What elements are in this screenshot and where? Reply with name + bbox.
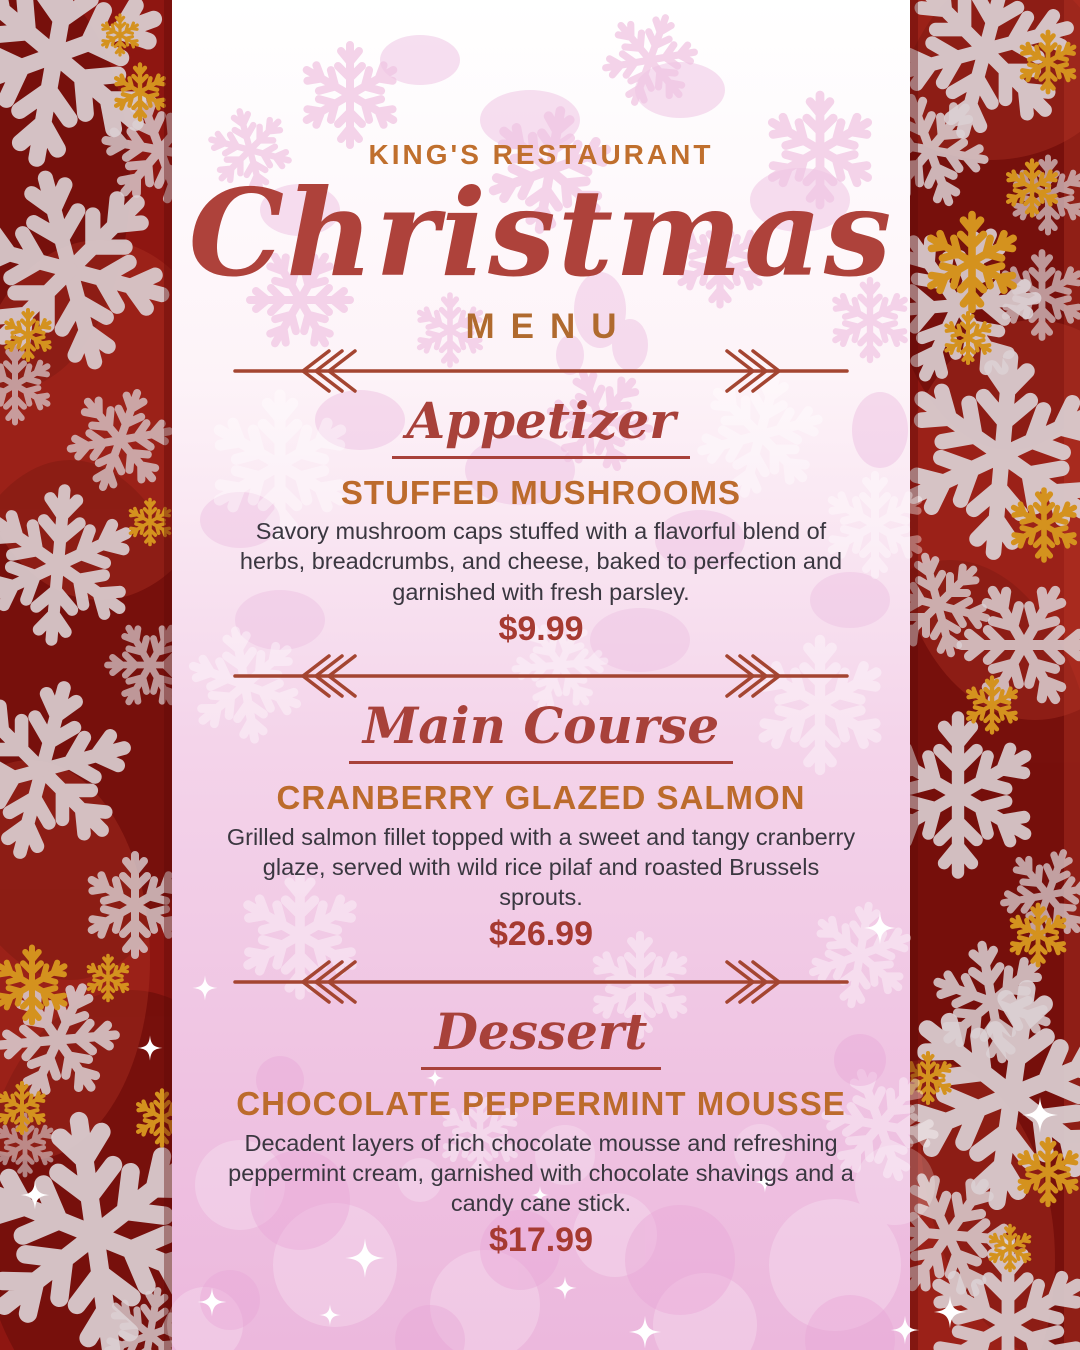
item-name: STUFFED MUSHROOMS <box>340 473 742 511</box>
restaurant-name: KING'S RESTAURANT <box>368 139 714 170</box>
menu-subtitle: MENU <box>465 306 633 346</box>
item-description: Decadent layers of rich chocolate mousse and refreshing peppermint cream, garnished with chocolate shavings and a candy cane stick. <box>228 1129 854 1216</box>
item-description: Savory mushroom caps stuffed with a flavorful blend of herbs, breadcrumbs, and cheese, baked to perfection and garnished with fresh parsley. <box>239 518 843 605</box>
arrow-divider-icon <box>233 348 849 394</box>
item-description: Grilled salmon fillet topped with a sweet and tangy cranberry glaze, served with wild rice pilaf and roasted Brussels sprouts. <box>226 824 856 911</box>
item-price: $9.99 <box>498 609 584 648</box>
section-main-course <box>172 653 910 955</box>
section-heading: Dessert <box>421 1007 662 1070</box>
menu-header <box>172 0 910 344</box>
item-price: $17.99 <box>489 1220 593 1259</box>
section-appetizer <box>172 348 910 650</box>
section-heading: Appetizer <box>392 396 689 459</box>
arrow-divider-icon <box>233 653 849 699</box>
menu-panel <box>172 0 910 1350</box>
item-price: $26.99 <box>489 915 593 954</box>
menu-title: Christmas <box>188 162 894 304</box>
arrow-divider-icon <box>233 959 849 1005</box>
item-name: CRANBERRY GLAZED SALMON <box>276 779 806 817</box>
section-heading: Main Course <box>349 701 733 764</box>
section-dessert <box>172 959 910 1261</box>
item-name: CHOCOLATE PEPPERMINT MOUSSE <box>236 1085 846 1123</box>
